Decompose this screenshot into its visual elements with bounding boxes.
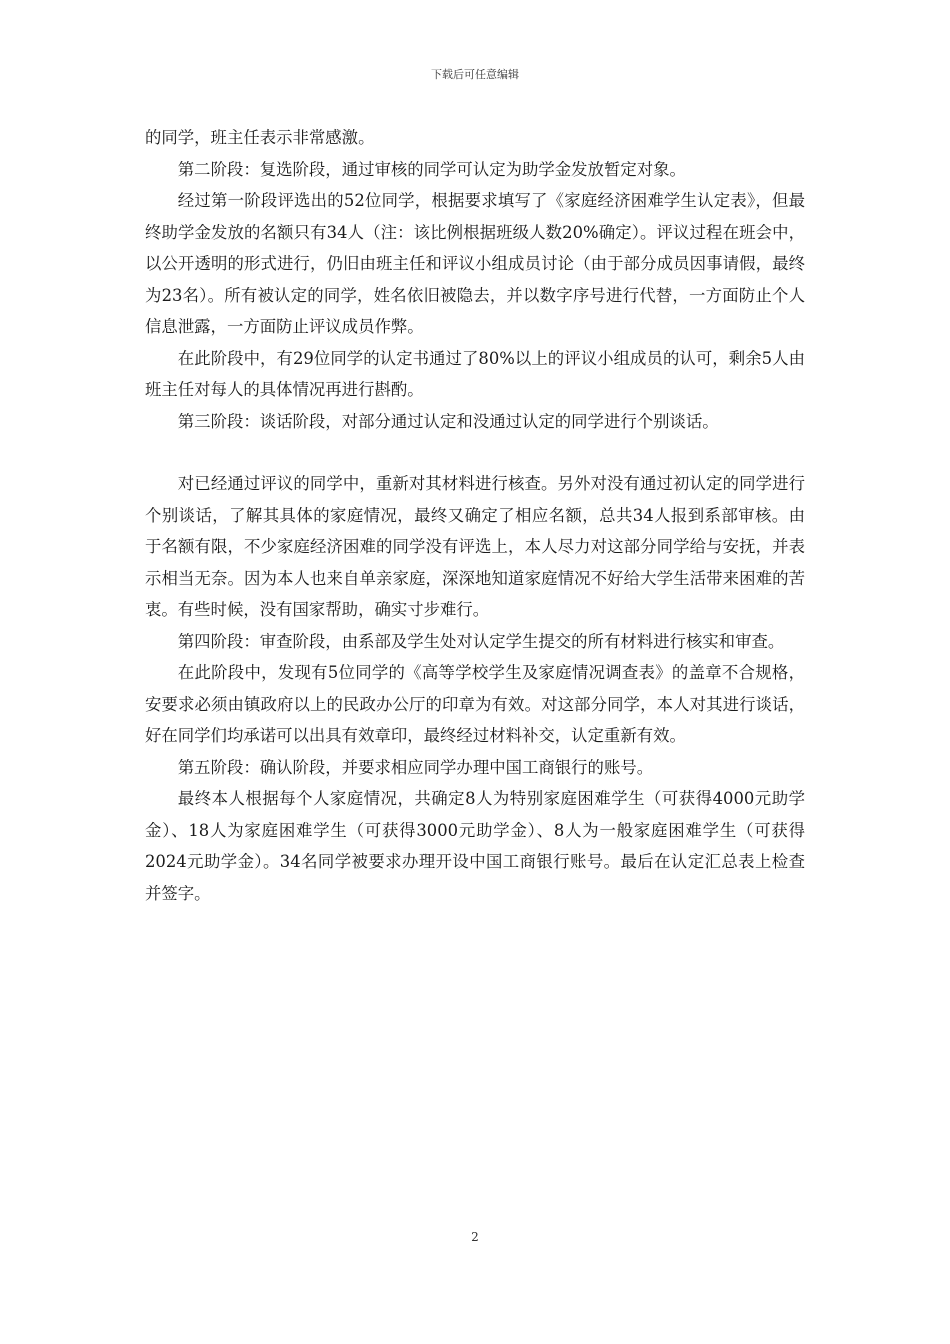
paragraph-stage-two-result: 在此阶段中，有29位同学的认定书通过了80%以上的评议小组成员的认可，剩余5人由班主任对每人的具体情况再进行斟酌。 (145, 348, 805, 399)
blank-line (145, 437, 805, 468)
page-header: 下载后可任意编辑 (431, 68, 519, 81)
paragraph-stage-three-detail: 对已经通过评议的同学中，重新对其材料进行核查。另外对没有通过初认定的同学进行个别谈话，了解其具体的家庭情况，最终又确定了相应名额，总共34人报到系部审核。由于名额有限，不少家庭经济困难的同学没有评选上，本人尽力对这部分同学给与安抚，并表示相当无奈。因为本人也来自单亲家庭，深深地知道家庭情况不好给大学生活带来困难的苦衷。有些时候，没有国家帮助，确实寸步难行。 (145, 474, 805, 619)
document-body (145, 122, 805, 909)
paragraph-stage-four-detail: 在此阶段中，发现有5位同学的《高等学校学生及家庭情况调查表》的盖章不合规格，安要求必须由镇政府以上的民政办公厅的印章为有效。对这部分同学，本人对其进行谈话，好在同学们均承诺可以出具有效章印，最终经过材料补交，认定重新有效。 (145, 663, 805, 745)
page-number: 2 (471, 1230, 479, 1244)
paragraph-stage-five-detail: 最终本人根据每个人家庭情况，共确定8人为特别家庭困难学生（可获得4000元助学金）、18人为家庭困难学生（可获得3000元助学金）、8人为一般家庭困难学生（可获得2024元助学金）。34名同学被要求办理开设中国工商银行账号。最后在认定汇总表上检查并签字。 (145, 789, 805, 903)
paragraph-stage-five-heading: 第五阶段：确认阶段，并要求相应同学办理中国工商银行的账号。 (177, 757, 654, 777)
paragraph-continuation: 的同学，班主任表示非常感激。 (145, 128, 375, 147)
paragraph-stage-two-heading: 第二阶段：复选阶段，通过审核的同学可认定为助学金发放暂定对象。 (177, 159, 686, 179)
paragraph-stage-three-heading: 第三阶段：谈话阶段，对部分通过认定和没通过认定的同学进行个别谈话。 (177, 411, 719, 431)
paragraph-stage-four-heading: 第四阶段：审查阶段，由系部及学生处对认定学生提交的所有材料进行核实和审查。 (177, 631, 785, 651)
paragraph-stage-two-detail: 经过第一阶段评选出的52位同学，根据要求填写了《家庭经济困难学生认定表》，但最终助学金发放的名额只有34人（注：该比例根据班级人数20%确定）。评议过程在班会中，以公开透明的形式进行，仍旧由班主任和评议小组成员讨论（由于部分成员因事请假，最终为23名）。所有被认定的同学，姓名依旧被隐去，并以数字序号进行代替，一方面防止个人信息泄露，一方面防止评议成员作弊。 (145, 191, 805, 336)
